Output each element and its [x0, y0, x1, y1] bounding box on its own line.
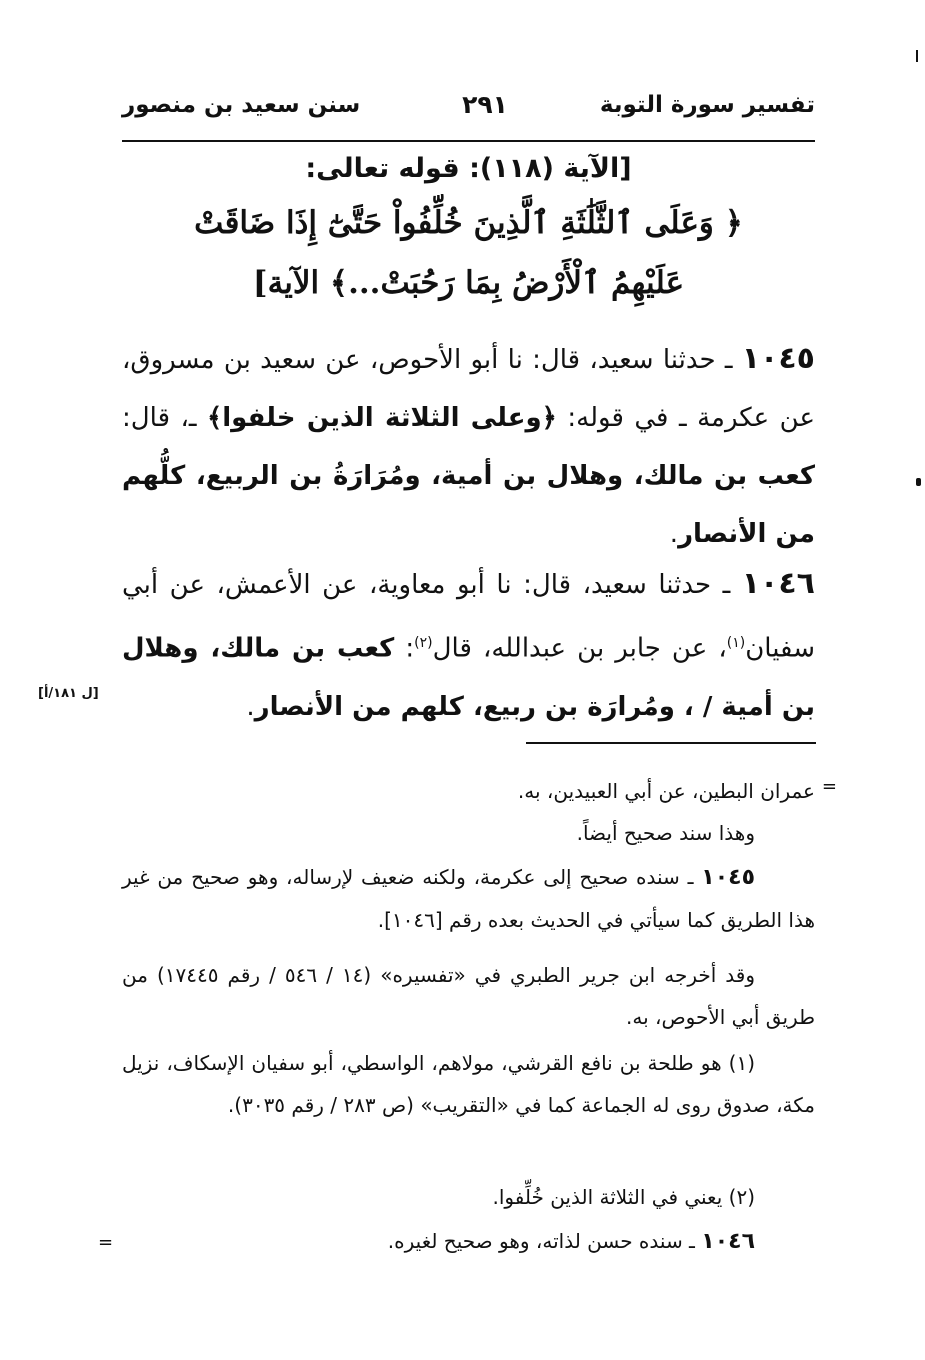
- hadith-number: ١٠٤٦: [741, 566, 815, 601]
- hadith-text: ـ، قال:: [122, 403, 208, 433]
- continuation-mark: =: [821, 776, 837, 797]
- note-number: ١٠٤٥: [701, 865, 755, 890]
- note-text: ـ سنده حسن لذاته، وهو صحيح لغيره.: [387, 1229, 702, 1253]
- footnote-1: (١) هو طلحة بن نافع القرشي، مولاهم، الواسطي، أبو سفيان الإسكاف، نزيل مكة، صدوق روى له الجماعة كما في «التقريب» (ص ٢٨٣ / رقم ٣٠٣٥).: [122, 1051, 815, 1117]
- manuscript-folio-ref: [ل ١٨١/أ]: [38, 686, 99, 701]
- footnote-1046: [122, 1220, 815, 1263]
- hadith-number: ١٠٤٥: [741, 341, 815, 376]
- hadith-text: ، عن جابر بن عبدالله، قال: [432, 633, 727, 664]
- verse-line-2: عَلَيْهِمُ ٱلْأَرْضُ بِمَا رَحُبَتْ...﴾ الآية]: [252, 265, 685, 301]
- running-title-surah: تفسير سورة التوبة: [599, 92, 815, 118]
- footnote-ref-1[interactable]: (١): [726, 635, 746, 651]
- footnote-rule: [526, 742, 816, 744]
- hadith-1045: [122, 330, 815, 563]
- hadith-end: .: [669, 519, 679, 549]
- header-rule: [122, 140, 815, 142]
- hadith-1046: [122, 555, 815, 736]
- verse-heading: [الآية (١١٨): قوله تعالى:: [305, 153, 632, 184]
- footnote-1045: [122, 856, 815, 941]
- footnote-1045-b: وقد أخرجه ابن جرير الطبري في «تفسيره» (١٤ / ٥٤٦ / رقم ١٧٤٤٥) من طريق أبي الأحوص، به.: [122, 963, 815, 1029]
- footnote-line: وهذا سند صحيح أيضاً.: [576, 821, 755, 845]
- verse-line-1: ﴿ وَعَلَى ٱلثَّلَٰثَةِ ٱلَّذِينَ خُلِّفُواْ حَتَّىٰٓ إِذَا ضَاقَتْ: [194, 205, 743, 241]
- hadith-text: :: [394, 633, 415, 664]
- footnote-2: (٢) يعني في الثلاثة الذين خُلِّفوا.: [492, 1185, 755, 1209]
- note-number: ١٠٤٦: [701, 1229, 755, 1254]
- note-text: ـ سنده صحيح إلى عكرمة، ولكنه ضعيف لإرساله، وهو صحيح من غير هذا الطريق كما سيأتي في الحديث بعده رقم [١٠٤٦].: [122, 865, 815, 932]
- hadith-text: ـ حدثنا سعيد، قال: نا أبو معاوية، عن الأعمش، عن أبي سفيان: [122, 570, 815, 664]
- hadith-text: ـ حدثنا سعيد، قال: نا أبو الأحوص، عن سعيد بن مسروق، عن عكرمة ـ في قوله:: [122, 345, 815, 433]
- continuation-mark-bottom: =: [98, 1232, 114, 1253]
- running-title-book: سنن سعيد بن منصور: [122, 92, 361, 118]
- footnote-line: عمران البطين، عن أبي العبيدين، به.: [517, 779, 815, 803]
- hadith-matn: كعب بن مالك، وهلال بن أمية، ومُرَارَةُ بن الربيع، كلُّهم من الأنصار: [122, 461, 815, 549]
- edge-mark: [916, 50, 918, 62]
- footnote-ref-2[interactable]: (٢): [414, 635, 433, 651]
- edge-mark: [916, 478, 921, 486]
- hadith-end: .: [246, 691, 255, 722]
- page-number: ٢٩١: [462, 90, 508, 119]
- quran-quote: ﴿وعلى الثلاثة الذين خلفوا﴾: [207, 403, 557, 433]
- hadith-matn: كعب بن مالك، وهلال بن أمية / ، ومُرارَة بن ربيع، كلهم من الأنصار: [122, 633, 815, 722]
